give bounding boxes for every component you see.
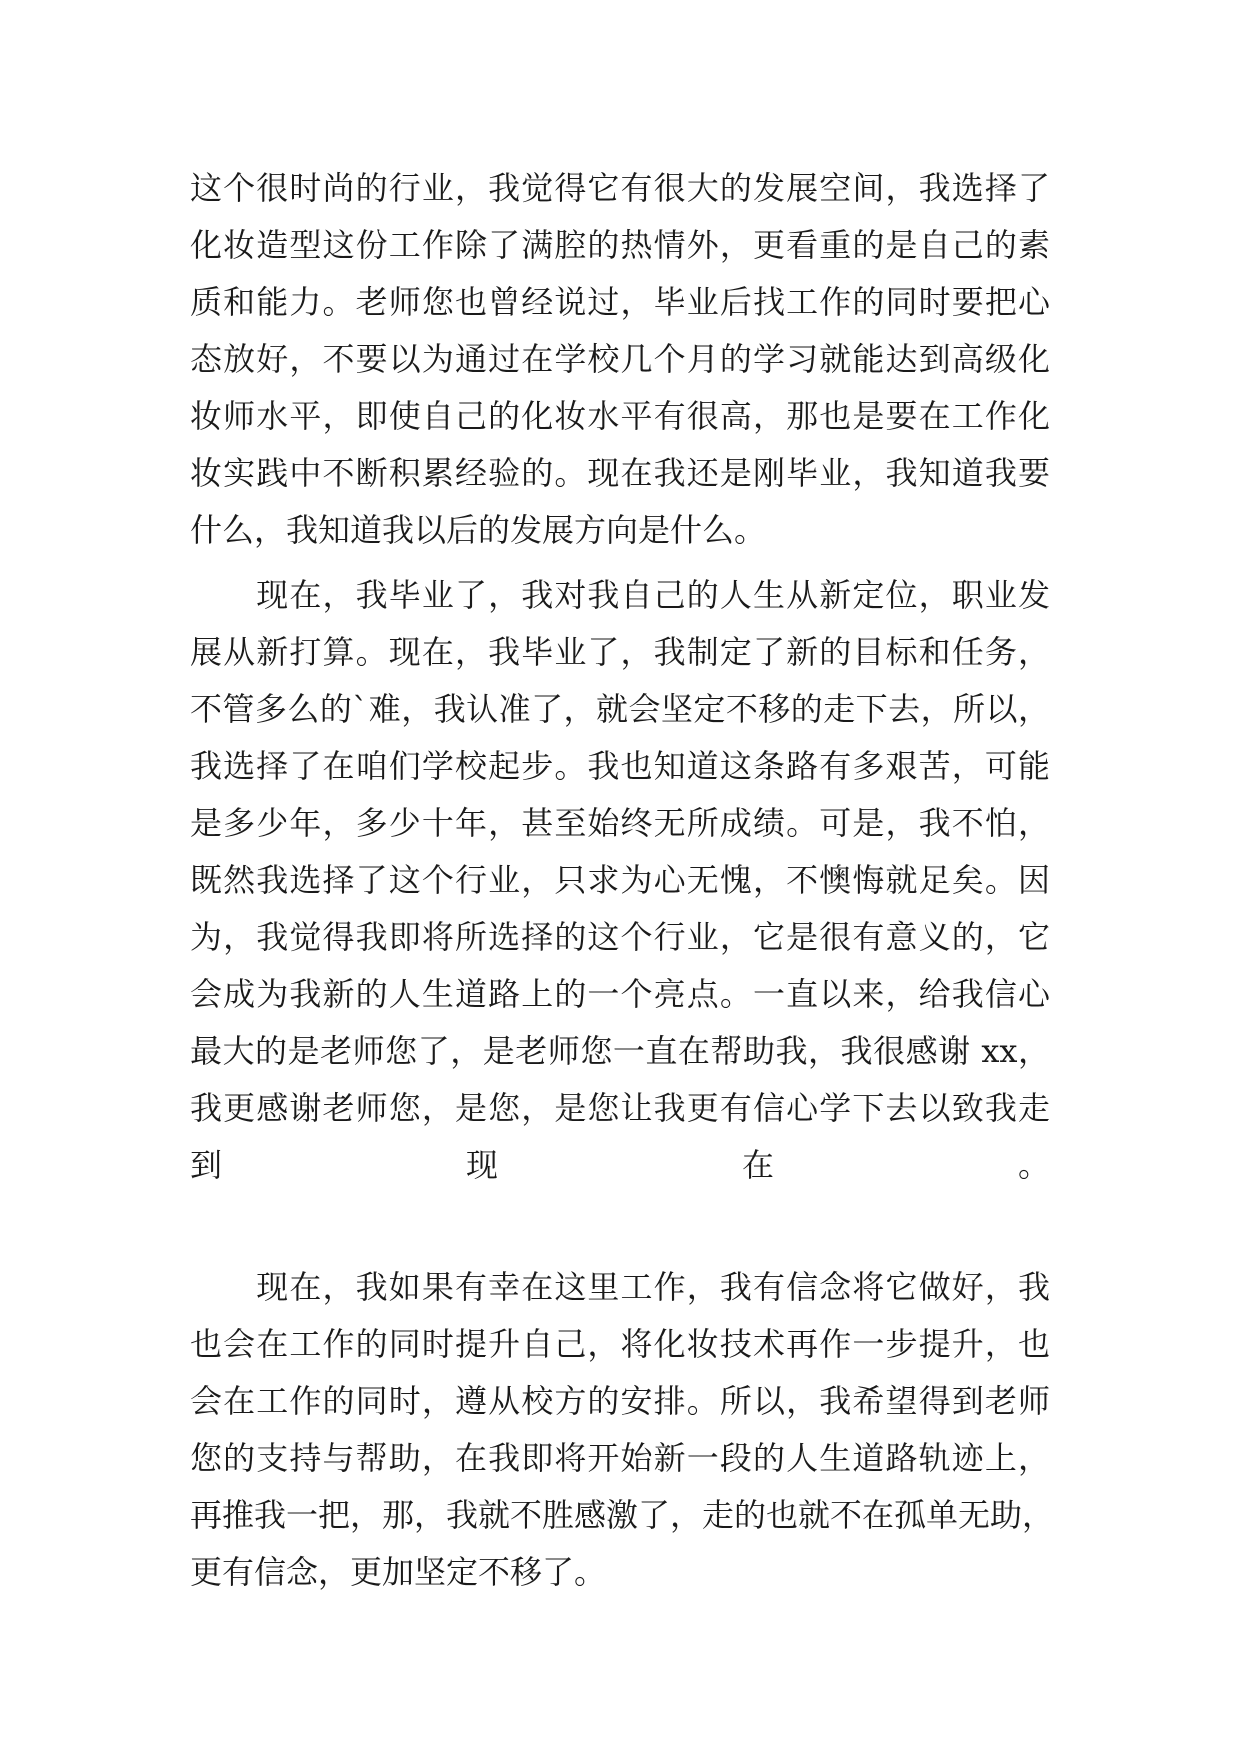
text-line: 也会在工作的同时提升自己，将化妆技术再作一步提升，也 — [190, 1325, 1050, 1363]
text-line: 您的支持与帮助，在我即将开始新一段的人生道路轨迹上， — [190, 1439, 1050, 1477]
text-line: 什么，我知道我以后的发展方向是什么。 — [190, 511, 767, 549]
text-line: 我更感谢老师您，是您，是您让我更有信心学下去以致我走 — [190, 1089, 1050, 1127]
text-line: 展从新打算。现在，我毕业了，我制定了新的目标和任务， — [190, 633, 1050, 671]
text-line: 会在工作的同时，遵从校方的安排。所以，我希望得到老师 — [190, 1382, 1050, 1420]
text-line: 质和能力。老师您也曾经说过，毕业后找工作的同时要把心 — [190, 283, 1050, 321]
paragraph-2 — [190, 567, 1050, 1251]
text-line: 到现在。 — [190, 1146, 1050, 1184]
text-line: 现在，我毕业了，我对我自己的人生从新定位，职业发 — [190, 576, 1050, 614]
text-line: 会成为我新的人生道路上的一个亮点。一直以来，给我信心 — [190, 975, 1050, 1013]
text-line: 态放好，不要以为通过在学校几个月的学习就能达到高级化 — [190, 340, 1050, 378]
paragraph-1 — [190, 160, 1050, 559]
text-line: 现在，我如果有幸在这里工作，我有信念将它做好，我 — [190, 1268, 1050, 1306]
text-line: 妆师水平，即使自己的化妆水平有很高，那也是要在工作化 — [190, 397, 1050, 435]
text-line — [190, 1194, 1050, 1251]
text-line: 最大的是老师您了，是老师您一直在帮助我，我很感谢 xx， — [190, 1032, 1050, 1070]
text-line: 既然我选择了这个行业，只求为心无愧，不懊悔就足矣。因 — [190, 861, 1050, 899]
text-line: 妆实践中不断积累经验的。现在我还是刚毕业，我知道我要 — [190, 454, 1050, 492]
text-line: 为，我觉得我即将所选择的这个行业，它是很有意义的，它 — [190, 918, 1050, 956]
document-body — [190, 160, 1055, 1601]
text-line: 化妆造型这份工作除了满腔的热情外，更看重的是自己的素 — [190, 226, 1050, 264]
text-line: 更有信念，更加坚定不移了。 — [190, 1553, 607, 1591]
text-line: 这个很时尚的行业，我觉得它有很大的发展空间，我选择了 — [190, 169, 1050, 207]
text-line: 再推我一把，那，我就不胜感激了，走的也就不在孤单无助， — [190, 1496, 1055, 1534]
text-line: 不管多么的`难，我认准了，就会坚定不移的走下去，所以， — [190, 690, 1050, 728]
text-line: 是多少年，多少十年，甚至始终无所成绩。可是，我不怕， — [190, 804, 1050, 842]
paragraph-3 — [190, 1259, 1055, 1601]
text-line: 我选择了在咱们学校起步。我也知道这条路有多艰苦，可能 — [190, 747, 1050, 785]
